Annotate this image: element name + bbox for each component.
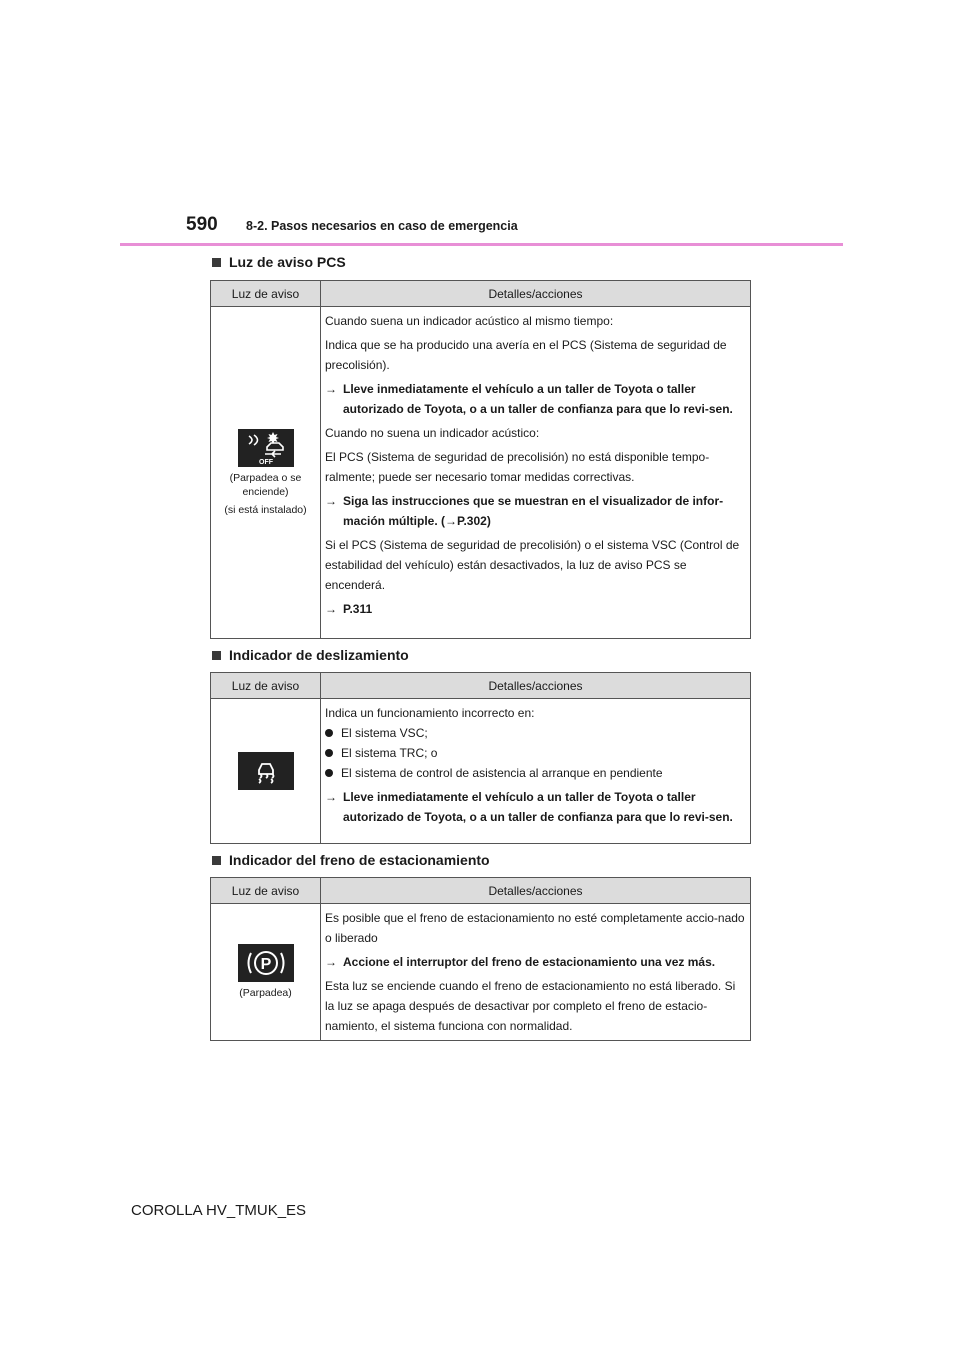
detail-text: Esta luz se enciende cuando el freno de estacionamiento no está liberado. Si la luz se apaga después de desactivar por completo el freno de estacio-namiento, el sistema funciona con normalidad. xyxy=(325,979,736,1033)
header-divider xyxy=(120,243,843,246)
section-title-pcs xyxy=(212,254,346,270)
section-title-text: Luz de aviso PCS xyxy=(229,254,346,270)
svg-text:P: P xyxy=(260,956,271,973)
bullet-dot-icon xyxy=(325,729,333,737)
bullet-dot-icon xyxy=(325,749,333,757)
arrow-icon: → xyxy=(325,955,337,969)
section-title-text: Indicador de deslizamiento xyxy=(229,647,409,663)
bullet-item: El sistema TRC; o xyxy=(325,743,746,763)
action-item: → P.311 xyxy=(325,599,746,619)
arrow-icon: → xyxy=(325,790,337,804)
parking-brake-table xyxy=(210,877,751,1041)
col-header-details: Detalles/acciones xyxy=(321,673,751,699)
page-number: 590 xyxy=(186,214,218,235)
detail-text: Cuando no suena un indicador acústico: xyxy=(325,426,540,440)
arrow-icon: → xyxy=(325,602,337,616)
detail-text: Cuando suena un indicador acústico al mismo tiempo: xyxy=(325,314,614,328)
col-header-lamp: Luz de aviso xyxy=(211,878,321,904)
col-header-lamp: Luz de aviso xyxy=(211,281,321,307)
details-cell xyxy=(321,904,751,1041)
bullet-item: El sistema de control de asistencia al arranque en pendiente xyxy=(325,763,746,783)
action-item: → Lleve inmediatamente el vehículo a un taller de Toyota o taller autorizado de Toyota, o a un taller de confianza para que lo revi-sen. xyxy=(325,379,746,419)
lamp-cell xyxy=(211,307,321,639)
square-bullet-icon xyxy=(212,856,221,865)
details-cell xyxy=(321,699,751,844)
lamp-caption: (Parpadea) xyxy=(239,987,292,999)
section-title-text: Indicador del freno de estacionamiento xyxy=(229,852,490,868)
detail-text: Indica un funcionamiento incorrecto en: xyxy=(325,706,535,720)
lamp-caption: (Parpadea o se enciende) xyxy=(229,471,302,498)
bullet-item: El sistema VSC; xyxy=(325,723,746,743)
detail-text: El PCS (Sistema de seguridad de precolisión) no está disponible tempo-ralmente; puede ser necesario tomar medidas correctivas. xyxy=(325,450,710,484)
bullet-dot-icon xyxy=(325,769,333,777)
pcs-off-icon xyxy=(238,429,294,467)
arrow-icon: → xyxy=(325,494,337,508)
arrow-icon: → xyxy=(325,382,337,396)
svg-text:OFF: OFF xyxy=(258,458,273,466)
slip-indicator-table xyxy=(210,672,751,844)
lamp-caption-installed: (si está instalado) xyxy=(224,503,307,516)
detail-text: Indica que se ha producido una avería en el PCS (Sistema de seguridad de precolisión). xyxy=(325,338,727,372)
details-cell xyxy=(321,307,751,639)
col-header-details: Detalles/acciones xyxy=(321,878,751,904)
col-header-lamp: Luz de aviso xyxy=(211,673,321,699)
action-item: → Siga las instrucciones que se muestran en el visualizador de infor-mación múltiple. (→P.302) xyxy=(325,491,746,531)
square-bullet-icon xyxy=(212,258,221,267)
pcs-warning-table xyxy=(210,280,751,639)
action-item: → Accione el interruptor del freno de estacionamiento una vez más. xyxy=(325,952,746,972)
lamp-cell xyxy=(211,904,321,1041)
footer-model-code: COROLLA HV_TMUK_ES xyxy=(131,1202,307,1219)
detail-text: Es posible que el freno de estacionamiento no esté completamente accio-nado o liberado xyxy=(325,911,745,945)
lamp-cell xyxy=(211,699,321,844)
chapter-header: 8-2. Pasos necesarios en caso de emergencia xyxy=(246,219,518,233)
action-item: → Lleve inmediatamente el vehículo a un taller de Toyota o taller autorizado de Toyota, o a un taller de confianza para que lo revi-sen. xyxy=(325,787,746,827)
section-title-parking-brake xyxy=(212,852,490,868)
section-title-slip xyxy=(212,647,409,663)
parking-brake-icon xyxy=(238,944,294,982)
detail-text: Si el PCS (Sistema de seguridad de precolisión) o el sistema VSC (Control de estabilidad del vehículo) están desactivados, la luz de aviso PCS se encenderá. xyxy=(325,538,740,592)
slip-indicator-icon xyxy=(238,752,294,790)
square-bullet-icon xyxy=(212,651,221,660)
col-header-details: Detalles/acciones xyxy=(321,281,751,307)
